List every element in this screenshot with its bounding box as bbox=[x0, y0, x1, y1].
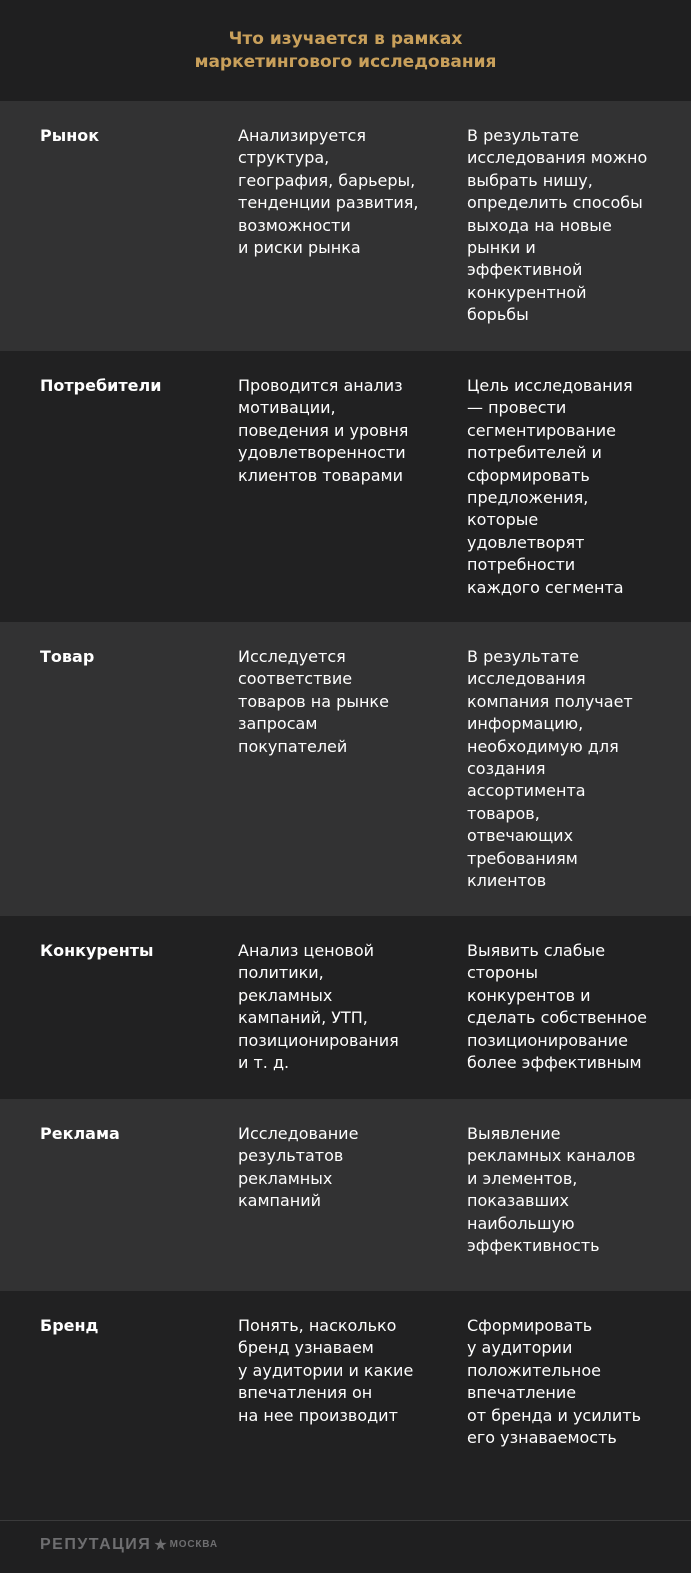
row-analysis: Понять, насколько бренд узнаваем у аудитории и какие впечатления он на нее производит bbox=[238, 1316, 414, 1425]
table-row-product bbox=[0, 622, 691, 916]
research-table bbox=[0, 101, 691, 1520]
table-row-advertising bbox=[0, 1099, 691, 1291]
row-result: Выявить слабые стороны конкурентов и сделать собственное позиционирование более эффективным bbox=[467, 941, 647, 1073]
page-title-line-2: маркетингового исследования bbox=[194, 52, 497, 72]
row-result: Выявление рекламных каналов и элементов, показавших наибольшую эффективность bbox=[467, 1124, 636, 1256]
footer bbox=[0, 1520, 691, 1573]
row-subject: Потребители bbox=[40, 376, 162, 395]
logo-wordmark: РЕПУТАЦИЯ bbox=[40, 1535, 152, 1553]
row-analysis: Исследование результатов рекламных кампаний bbox=[238, 1124, 359, 1211]
row-result: В результате исследования компания получает информацию, необходимую для создания ассортимента товаров, отвечающих требованиям клиентов bbox=[467, 647, 633, 891]
row-analysis: Анализ ценовой политики, рекламных кампаний, УТП, позиционирования и т. д. bbox=[238, 941, 399, 1073]
row-analysis: Исследуется соответствие товаров на рынке запросам покупателей bbox=[238, 647, 389, 756]
header bbox=[0, 0, 691, 101]
row-result: Сформировать у аудитории положительное впечатление от бренда и усилить его узнаваемость bbox=[467, 1316, 641, 1448]
row-subject: Товар bbox=[40, 647, 95, 666]
row-result: Цель исследования — провести сегментирование потребителей и сформировать предложения, которые удовлетворят потребности каждого сегмента bbox=[467, 376, 633, 597]
row-analysis: Проводится анализ мотивации, поведения и уровня удовлетворенности клиентов товарами bbox=[238, 376, 409, 485]
row-subject: Реклама bbox=[40, 1124, 120, 1143]
table-row-competitors bbox=[0, 916, 691, 1099]
logo-city: МОСКВА bbox=[169, 1539, 218, 1550]
table-row-consumers bbox=[0, 351, 691, 622]
brand-logo bbox=[40, 1535, 218, 1554]
table-row-brand bbox=[0, 1291, 691, 1520]
row-analysis: Анализируется структура, география, барьеры, тенденции развития, возможности и риски рынка bbox=[238, 126, 419, 258]
row-result: В результате исследования можно выбрать нишу, определить способы выхода на новые рынки и эффективной конкурентной борьбы bbox=[467, 126, 648, 325]
page-title-line-1: Что изучается в рамках bbox=[228, 29, 463, 49]
row-subject: Конкуренты bbox=[40, 941, 154, 960]
star-icon: ★ bbox=[153, 1535, 168, 1554]
row-subject: Бренд bbox=[40, 1316, 99, 1335]
row-subject: Рынок bbox=[40, 126, 100, 145]
table-row-market bbox=[0, 101, 691, 351]
